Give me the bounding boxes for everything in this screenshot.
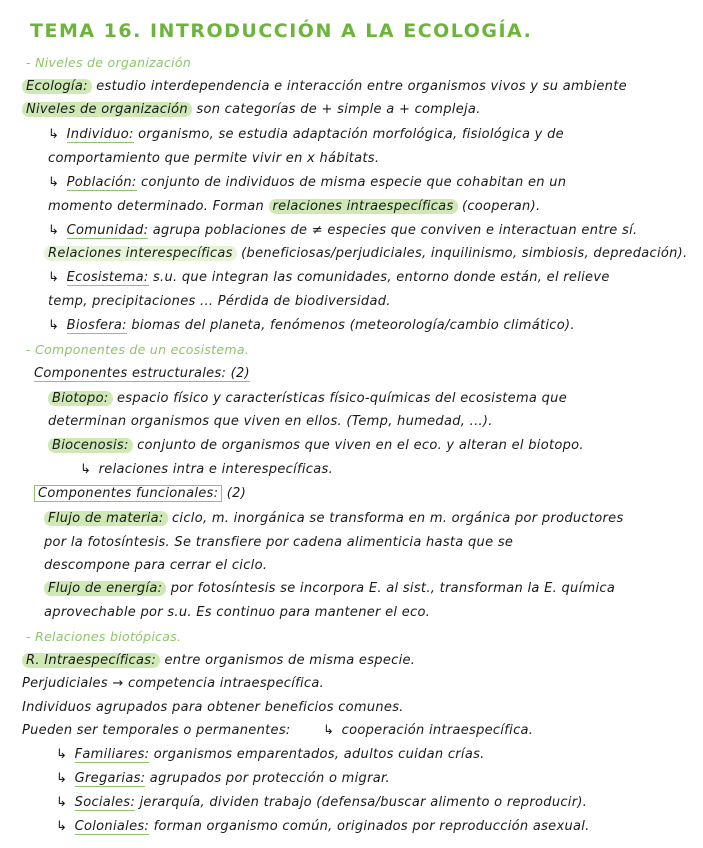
underlined-term: Coloniales:: [74, 819, 150, 834]
note-line: [48, 437, 584, 455]
note-line: [56, 770, 390, 788]
note-text: (cooperan).: [461, 199, 541, 214]
note-line: [48, 198, 540, 216]
note-text: organismos emparentados, adultos cuidan crías.: [153, 747, 485, 762]
note-text: por fotosíntesis se incorpora E. al sist., transforman la E. química: [170, 581, 616, 596]
highlighted-term: relaciones intraespecíficas: [269, 199, 458, 214]
underlined-term: Individuo:: [66, 127, 134, 142]
note-text: (2): [226, 486, 247, 501]
note-text: Pueden ser temporales o permanentes:: [22, 723, 291, 738]
sub-arrow-icon: ↳: [56, 819, 68, 834]
note-line: [48, 269, 610, 287]
note-text: por la fotosíntesis. Se transfiere por cadena alimenticia hasta que se: [44, 535, 514, 550]
note-line: [56, 818, 590, 836]
note-text: relaciones intra e interespecíficas.: [98, 462, 334, 477]
highlighted-term: Relaciones interespecíficas: [44, 246, 237, 261]
underlined-term: Biosfera:: [66, 318, 127, 333]
note-text: (beneficiosas/perjudiciales, inquilinismo, simbiosis, depredación).: [241, 246, 688, 261]
note-text: cooperación intraespecífica.: [341, 723, 534, 738]
section-heading-components: - Componentes de un ecosistema.: [26, 342, 250, 357]
note-text: Individuos agrupados para obtener beneficios comunes.: [22, 700, 404, 715]
note-line: [48, 174, 566, 192]
note-line: [44, 245, 687, 263]
note-text: espacio físico y características físico-químicas del ecosistema que: [116, 391, 568, 406]
underlined-term: Población:: [66, 175, 137, 190]
sub-arrow-icon: ↳: [56, 771, 68, 786]
note-line: [56, 746, 485, 764]
note-text: ciclo, m. inorgánica se transforma en m. orgánica por productores: [171, 511, 624, 526]
note-line: [22, 101, 481, 119]
underlined-term: Ecosistema:: [66, 270, 149, 285]
underlined-term: Sociales:: [74, 795, 136, 810]
note-text: agrupa poblaciones de ≠ especies que conviven e interactuan entre sí.: [152, 223, 638, 238]
note-text: conjunto de individuos de misma especie que cohabitan en un: [141, 175, 567, 190]
note-line: [48, 390, 567, 408]
note-text: Perjudiciales → competencia intraespecífica.: [22, 676, 325, 691]
note-text: agrupados por protección o migrar.: [149, 771, 390, 786]
underlined-term: Familiares:: [74, 747, 150, 762]
note-text: comportamiento que permite vivir en x hábitats.: [48, 151, 380, 166]
note-text: temp, precipitaciones ... Pérdida de biodiversidad.: [48, 294, 391, 309]
section-heading-relations: - Relaciones biotópicas.: [26, 629, 182, 644]
highlighted-term: R. Intraespecíficas:: [22, 653, 160, 668]
note-text: determinan organismos que viven en ellos. (Temp, humedad, ...).: [48, 414, 493, 429]
note-line: [56, 794, 587, 812]
highlighted-term: Biocenosis:: [48, 438, 133, 453]
note-line: [22, 78, 627, 96]
note-line: [48, 126, 564, 144]
note-text: descompone para cerrar el ciclo.: [44, 558, 268, 573]
note-text: entre organismos de misma especie.: [164, 653, 416, 668]
note-line: [44, 510, 624, 528]
note-line: [34, 365, 250, 383]
sub-arrow-icon: ↳: [48, 318, 60, 333]
highlighted-term: Flujo de materia:: [44, 511, 168, 526]
sub-arrow-icon: ↳: [48, 223, 60, 238]
note-text: estudio interdependencia e interacción entre organismos vivos y su ambiente: [96, 79, 627, 94]
note-text: biomas del planeta, fenómenos (meteorología/cambio climático).: [131, 318, 575, 333]
underlined-term: Comunidad:: [66, 223, 149, 238]
sub-arrow-icon: ↳: [48, 270, 60, 285]
note-line: [48, 222, 637, 240]
sub-arrow-icon: ↳: [48, 175, 60, 190]
boxed-term: Componentes funcionales:: [34, 485, 222, 502]
sub-arrow-icon: ↳: [56, 795, 68, 810]
section-heading-levels: - Niveles de organización: [26, 55, 192, 70]
note-line: [48, 317, 575, 335]
note-text: s.u. que integran las comunidades, entorno donde están, el relieve: [152, 270, 610, 285]
sub-arrow-icon: ↳: [80, 462, 92, 477]
note-text: jerarquía, dividen trabajo (defensa/buscar alimento o reproducir).: [139, 795, 588, 810]
sub-arrow-icon: ↳: [323, 723, 335, 738]
note-text: aprovechable por s.u. Es continuo para mantener el eco.: [44, 605, 431, 620]
note-line: [44, 580, 615, 598]
sub-arrow-icon: ↳: [48, 127, 60, 142]
note-text: organismo, se estudia adaptación morfológica, fisiológica y de: [138, 127, 564, 142]
note-text: momento determinado. Forman: [48, 199, 265, 214]
highlighted-term: Flujo de energía:: [44, 581, 166, 596]
note-text: forman organismo común, originados por reproducción asexual.: [153, 819, 590, 834]
highlighted-term: Biotopo:: [48, 391, 113, 406]
note-line: [80, 461, 333, 479]
sub-arrow-icon: ↳: [56, 747, 68, 762]
note-line: [34, 485, 246, 503]
note-line: [22, 652, 415, 670]
highlighted-term: Niveles de organización: [22, 102, 192, 117]
note-text: conjunto de organismos que viven en el eco. y alteran el biotopo.: [137, 438, 584, 453]
underlined-term: Componentes estructurales: (2): [34, 366, 250, 381]
note-text: son categorías de + simple a + compleja.: [196, 102, 481, 117]
page-title: TEMA 16. INTRODUCCIÓN A LA ECOLOGÍA.: [30, 20, 533, 42]
note-line: [22, 722, 533, 740]
underlined-term: Gregarias:: [74, 771, 146, 786]
highlighted-term: Ecología:: [22, 79, 92, 94]
